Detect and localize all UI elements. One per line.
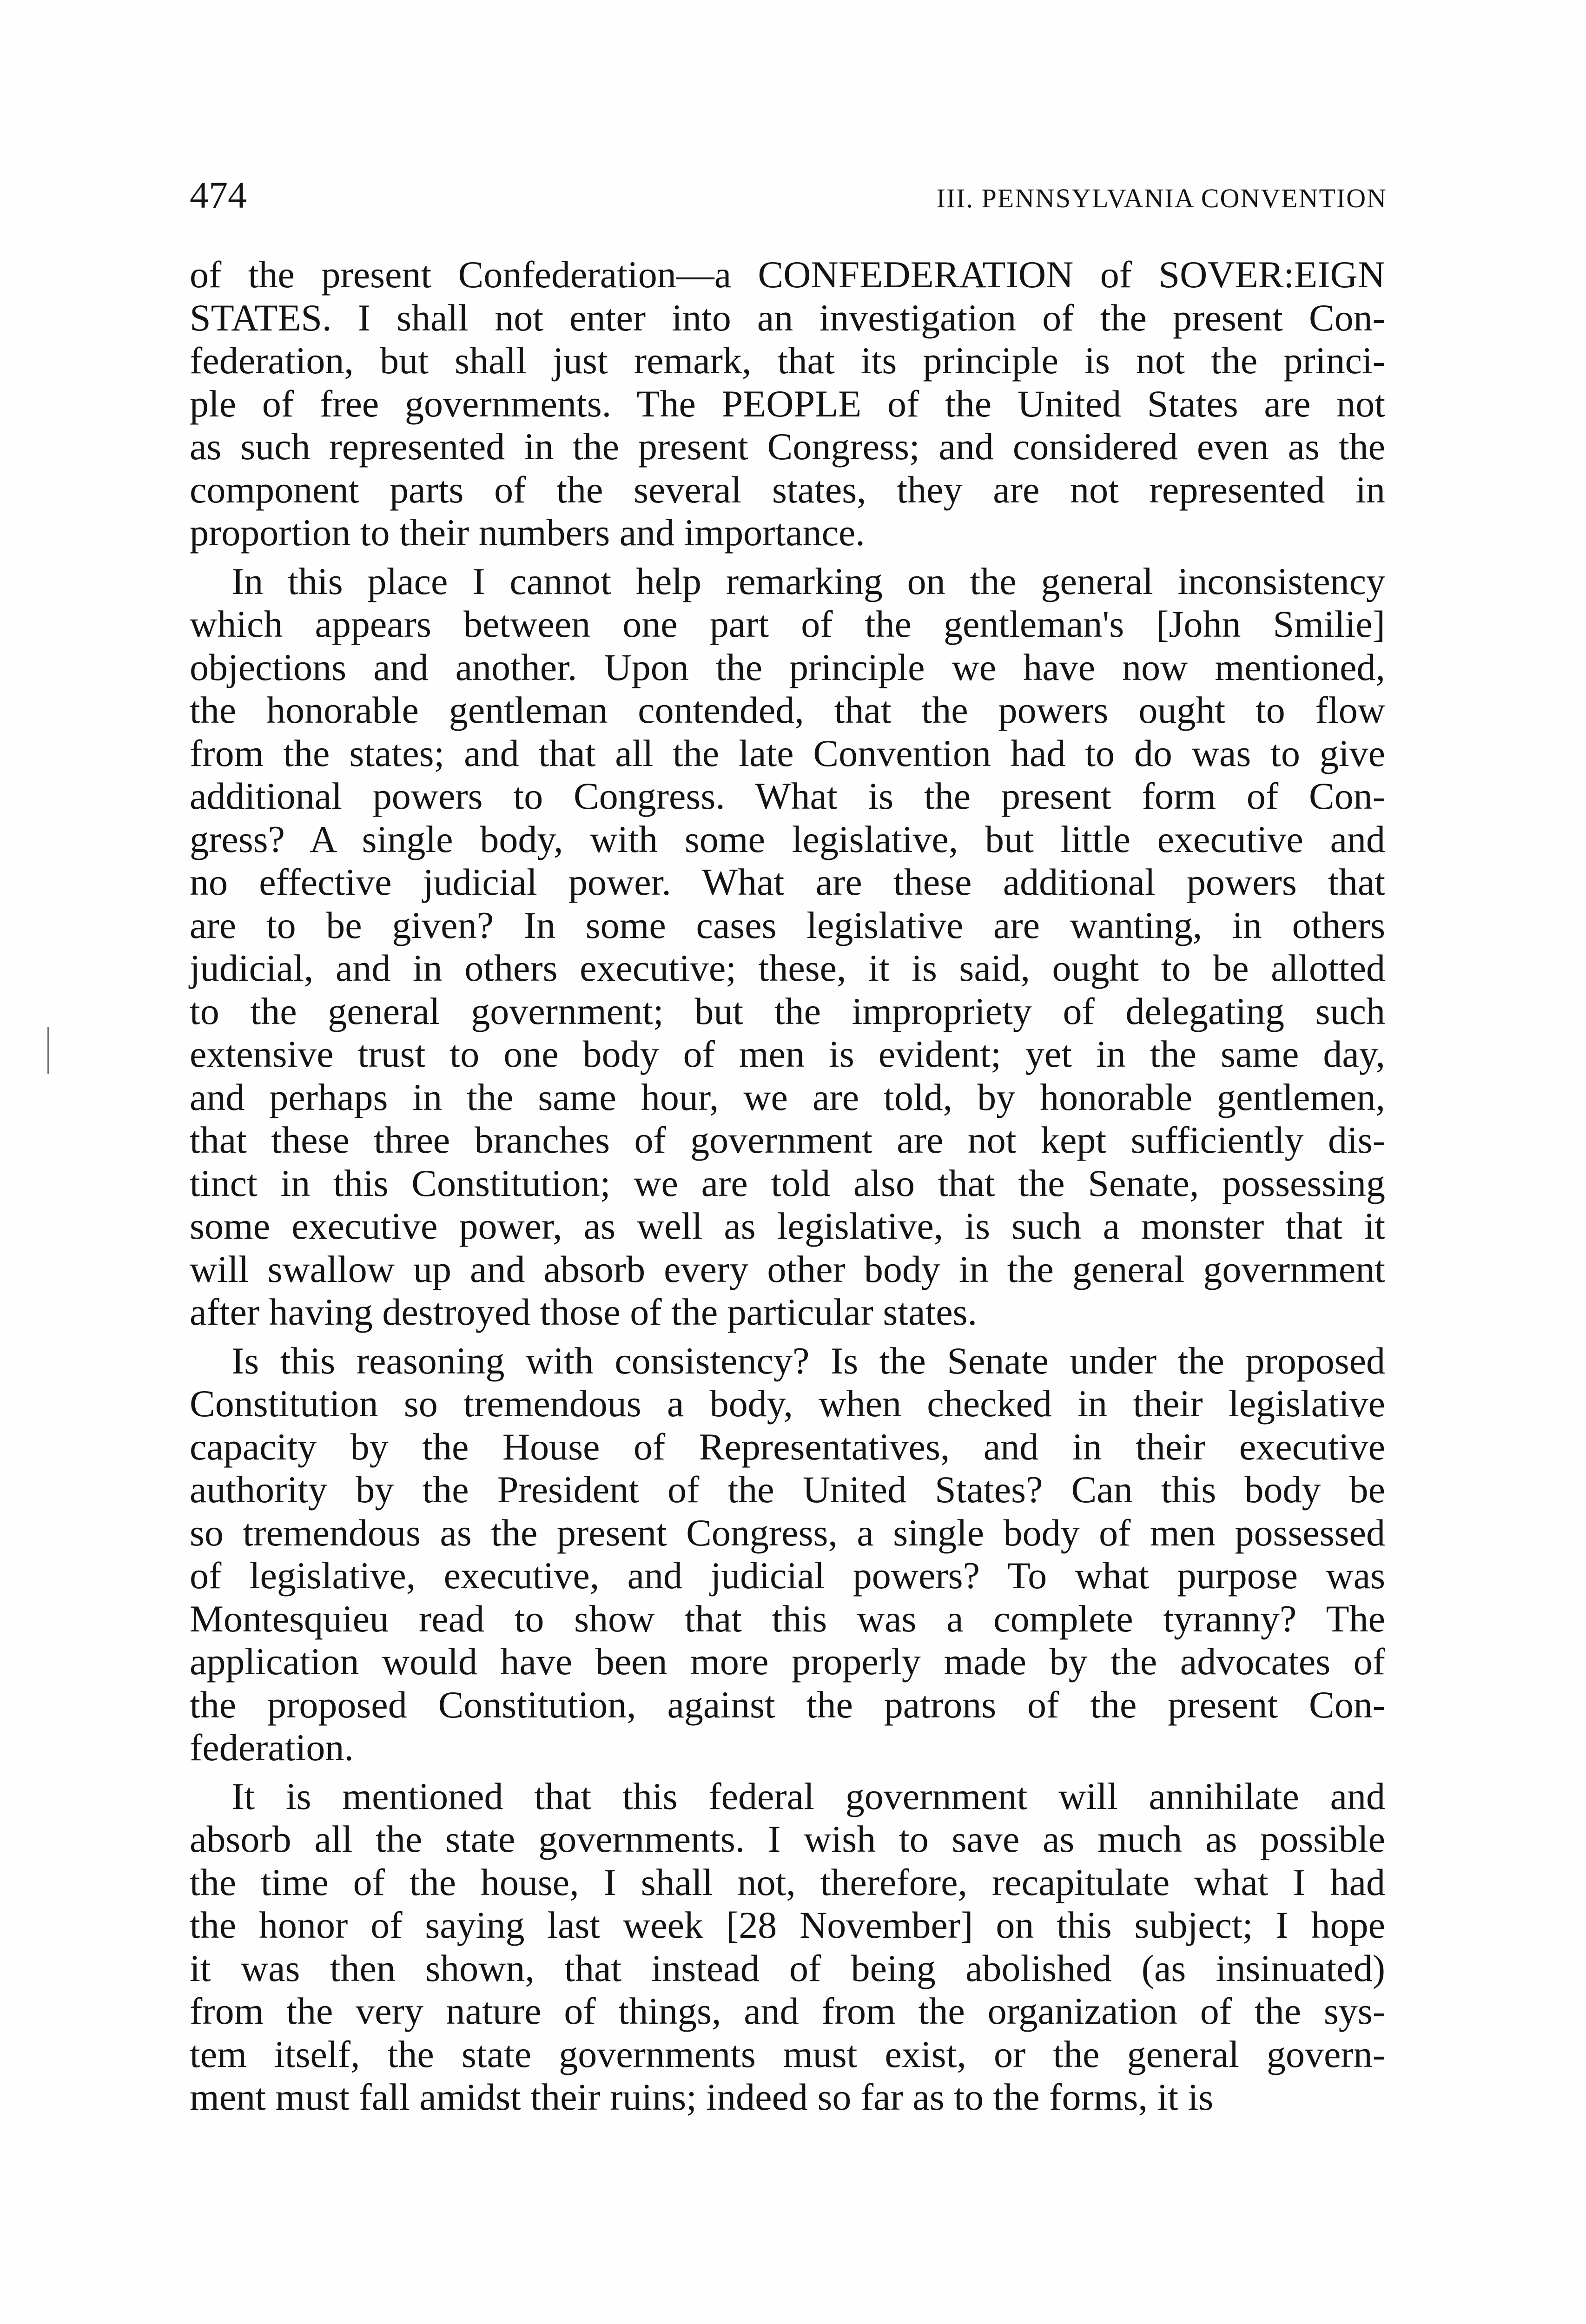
text-line: Constitution so tremendous a body, when checked in their legislative [190,1382,1385,1425]
text-line: and perhaps in the same hour, we are told, by honorable gentlemen, [190,1076,1385,1118]
body-text [190,253,1385,2119]
text-line: ment must fall amidst their ruins; indeed so far as to the forms, it is [190,2076,1214,2118]
text-line: objections and another. Upon the principle we have now mentioned, [190,646,1385,688]
margin-mark [47,1027,49,1074]
text-line: Montesquieu read to show that this was a complete tyranny? The [190,1597,1385,1640]
text-line: of legislative, executive, and judicial powers? To what purpose was [190,1554,1385,1597]
text-line: from the very nature of things, and from the organization of the sys- [190,1990,1385,2032]
text-line: so tremendous as the present Congress, a single body of men possessed [190,1511,1385,1554]
text-line: the time of the house, I shall not, therefore, recapitulate what I had [190,1861,1385,1903]
page-header [190,170,1387,225]
text-line: absorb all the state governments. I wish to save as much as possible [190,1818,1385,1860]
text-line: it was then shown, that instead of being abolished (as insinuated) [190,1947,1385,1989]
text-line: will swallow up and absorb every other body in the general government [190,1248,1385,1290]
text-line: that these three branches of government are not kept sufficiently dis- [190,1119,1385,1161]
text-line: tem itself, the state governments must exist, or the general govern- [190,2033,1385,2075]
text-line: authority by the President of the United States? Can this body be [190,1468,1385,1511]
text-line: extensive trust to one body of men is evident; yet in the same day, [190,1033,1385,1075]
paragraph [190,253,1385,555]
text-line: gress? A single body, with some legislative, but little executive and [190,818,1385,860]
text-line: STATES. I shall not enter into an investigation of the present Con- [190,296,1385,339]
text-line: from the states; and that all the late Convention had to do was to give [190,732,1385,774]
text-line: judicial, and in others executive; these, it is said, ought to be allotted [190,947,1385,989]
paragraph [190,1340,1385,1769]
text-line: Is this reasoning with consistency? Is the Senate under the proposed [231,1339,1385,1382]
text-line: It is mentioned that this federal government will annihilate and [231,1775,1385,1817]
text-line: capacity by the House of Representatives, and in their executive [190,1425,1385,1468]
text-line: the proposed Constitution, against the patrons of the present Con- [190,1683,1385,1726]
page-number: 474 [190,174,247,216]
text-line: proportion to their numbers and importance. [190,511,865,554]
paragraph [190,560,1385,1334]
text-line: no effective judicial power. What are these additional powers that [190,861,1385,903]
text-line: tinct in this Constitution; we are told also that the Senate, possessing [190,1162,1385,1204]
text-line: federation. [190,1726,354,1769]
text-line: the honor of saying last week [28 November] on this subject; I hope [190,1904,1385,1946]
running-head: III. PENNSYLVANIA CONVENTION [936,183,1387,213]
text-line: application would have been more properly made by the advocates of [190,1640,1385,1683]
text-line: ple of free governments. The PEOPLE of the United States are not [190,382,1385,425]
text-line: are to be given? In some cases legislative are wanting, in others [190,904,1385,946]
paragraph [190,1775,1385,2119]
text-line: as such represented in the present Congress; and considered even as the [190,425,1385,468]
text-line: after having destroyed those of the particular states. [190,1291,978,1333]
text-line: which appears between one part of the gentleman's [John Smilie] [190,603,1385,645]
text-line: federation, but shall just remark, that its principle is not the princi- [190,339,1385,382]
text-line: In this place I cannot help remarking on the general inconsistency [231,560,1385,602]
text-line: to the general government; but the impropriety of delegating such [190,990,1385,1032]
text-line: some executive power, as well as legislative, is such a monster that it [190,1205,1385,1247]
text-line: the honorable gentleman contended, that the powers ought to flow [190,689,1385,731]
text-line: component parts of the several states, they are not represented in [190,468,1385,511]
text-line: additional powers to Congress. What is the present form of Con- [190,775,1385,817]
text-line: of the present Confederation—a CONFEDERATION of SOVER:EIGN [190,253,1385,296]
